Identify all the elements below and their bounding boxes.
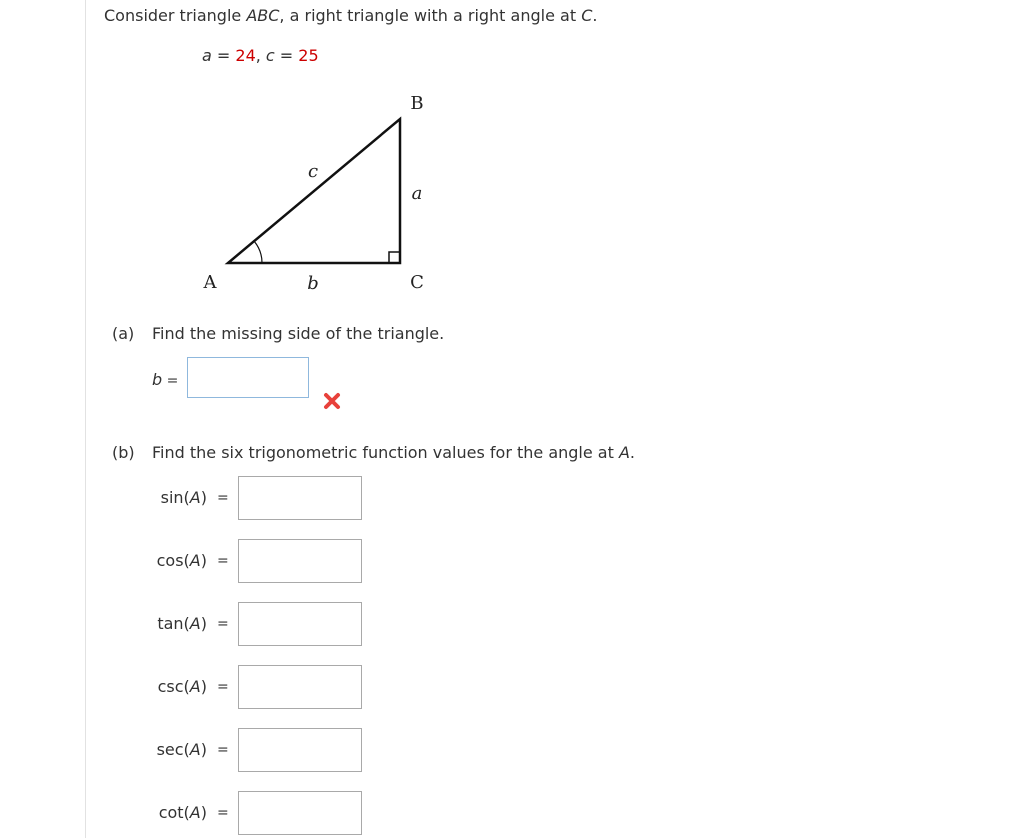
given-c-value: 25 bbox=[298, 46, 319, 65]
trig-label-tan: tan(A) bbox=[157, 614, 207, 633]
trig-row-tan: tan(A) = bbox=[0, 602, 400, 646]
triangle-name: ABC bbox=[246, 6, 280, 25]
angle-a-arc bbox=[254, 241, 262, 263]
cos-input[interactable] bbox=[238, 539, 362, 583]
trig-row-csc: csc(A) = bbox=[0, 665, 400, 709]
trig-row-cos: cos(A) = bbox=[0, 539, 400, 583]
side-b-label: b = bbox=[152, 370, 179, 389]
triangle-diagram bbox=[0, 0, 500, 310]
cot-input[interactable] bbox=[238, 791, 362, 835]
given-values: a = 24, c = 25 bbox=[202, 46, 319, 65]
right-angle-marker bbox=[389, 252, 400, 263]
given-a-value: 24 bbox=[235, 46, 256, 65]
part-a-prompt: (a) Find the missing side of the triangle. bbox=[112, 324, 445, 343]
problem-statement: Consider triangle ABC, a right triangle with a right angle at C. bbox=[104, 6, 598, 25]
side-label-b: b bbox=[307, 273, 319, 294]
trig-label-csc: csc(A) bbox=[157, 677, 207, 696]
vertex-label-a: A bbox=[203, 272, 217, 293]
trig-row-sin: sin(A) = bbox=[0, 476, 400, 520]
x-mark-icon bbox=[322, 391, 342, 411]
trig-label-cot: cot(A) bbox=[158, 803, 207, 822]
trig-label-sin: sin(A) bbox=[160, 488, 207, 507]
side-label-c: c bbox=[307, 161, 319, 182]
vertex-label-b: B bbox=[410, 93, 424, 114]
vertex-label-c: C bbox=[410, 272, 424, 293]
side-b-input[interactable] bbox=[187, 357, 309, 398]
sin-input[interactable] bbox=[238, 476, 362, 520]
trig-label-sec: sec(A) bbox=[156, 740, 207, 759]
csc-input[interactable] bbox=[238, 665, 362, 709]
right-angle-vertex: C bbox=[581, 6, 593, 25]
tan-input[interactable] bbox=[238, 602, 362, 646]
trig-row-cot: cot(A) = bbox=[0, 791, 400, 835]
side-label-a: a bbox=[411, 183, 423, 204]
sec-input[interactable] bbox=[238, 728, 362, 772]
part-b-prompt: (b) Find the six trigonometric function values for the angle at A. bbox=[112, 443, 636, 462]
trig-row-sec: sec(A) = bbox=[0, 728, 400, 772]
trig-label-cos: cos(A) bbox=[156, 551, 207, 570]
